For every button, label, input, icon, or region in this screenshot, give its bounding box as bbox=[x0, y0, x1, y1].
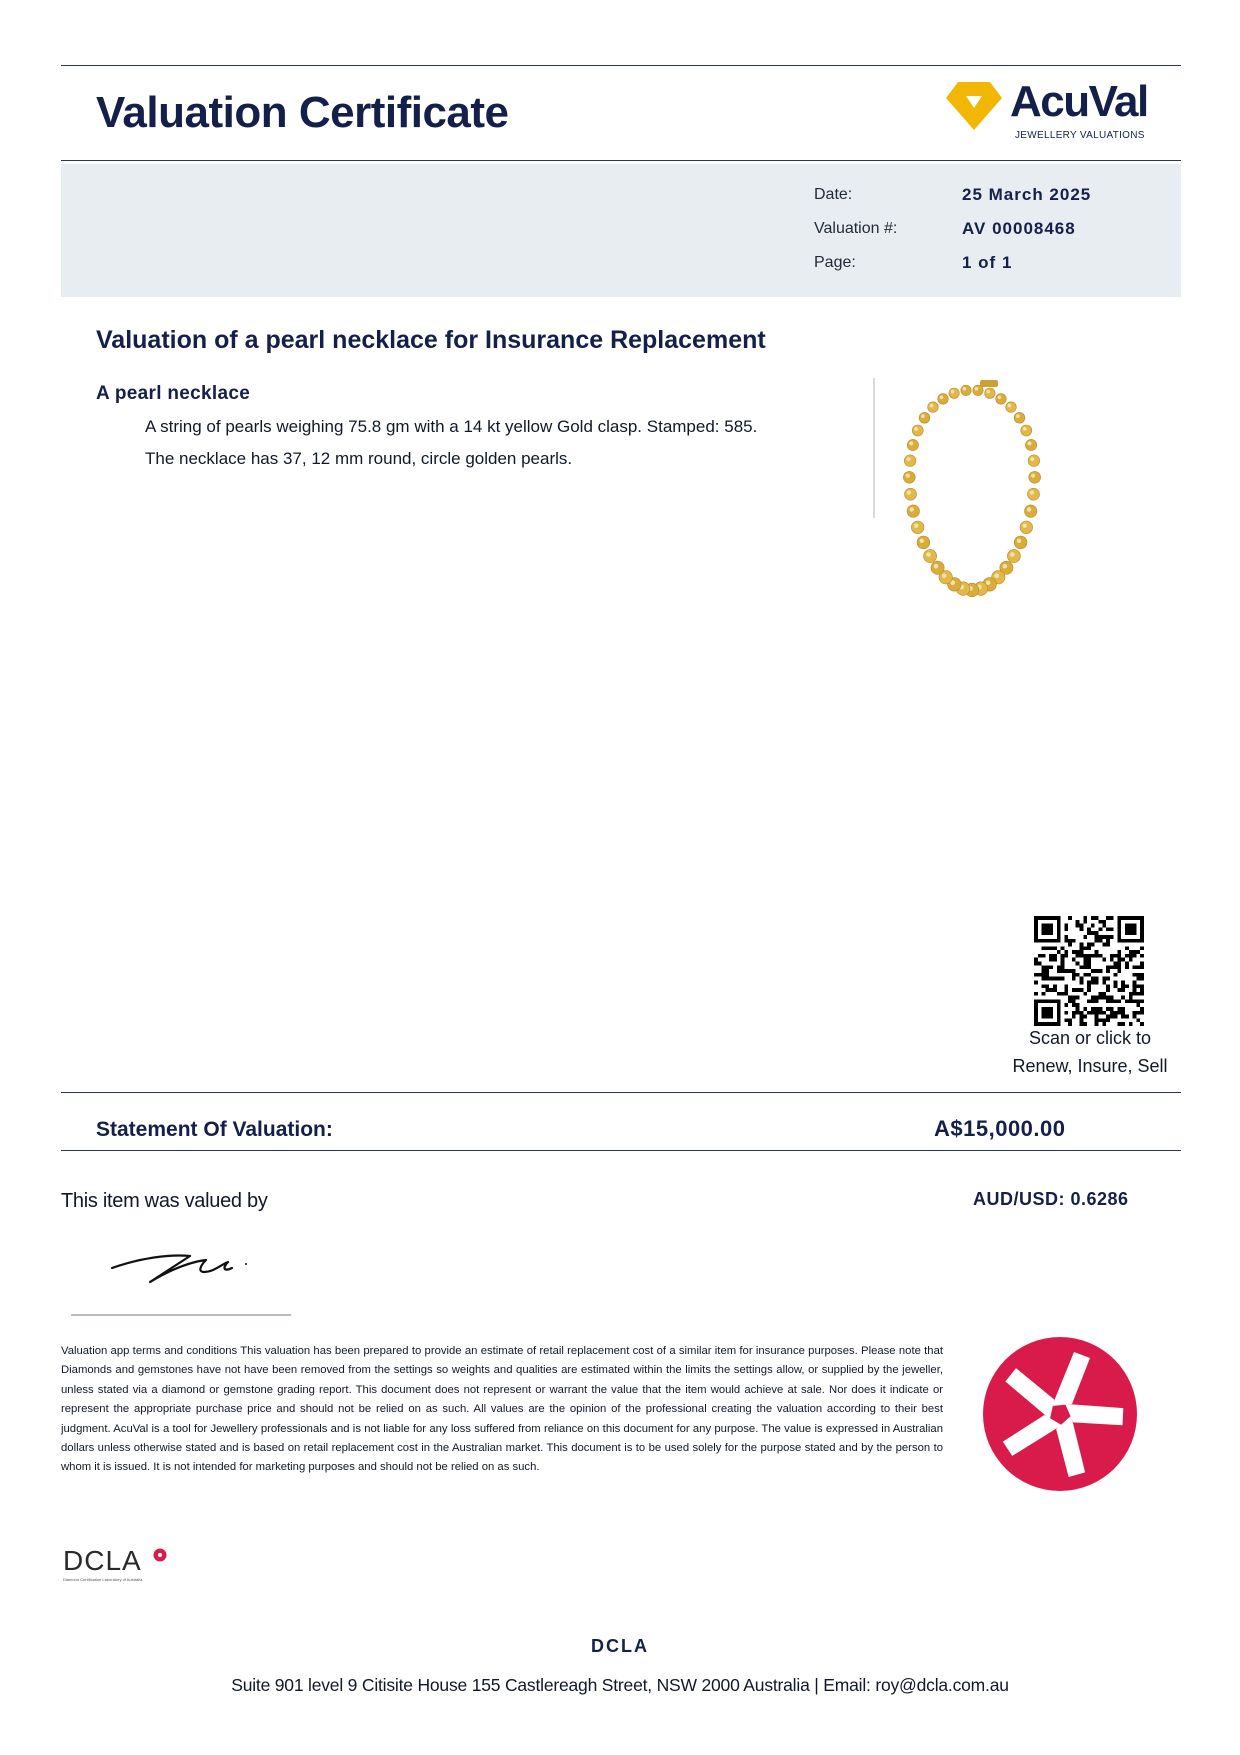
pearl bbox=[907, 439, 918, 450]
pearl bbox=[1028, 455, 1040, 467]
pearl-highlight bbox=[1010, 552, 1015, 557]
signature-icon bbox=[110, 1248, 260, 1288]
pearl-highlight bbox=[1030, 491, 1034, 495]
dcla-logo-text: DCLA bbox=[63, 1545, 142, 1576]
pearl-highlight bbox=[1003, 564, 1008, 569]
pearl-highlight bbox=[920, 539, 924, 543]
valuation-number-label: Valuation #: bbox=[814, 220, 898, 237]
terms-and-conditions: Valuation app terms and conditions This valuation has been prepared to provide an estimate of retail replacement cost of a similar item for insurance purposes. Please note that Diamonds and gemstones have not have been removed from the settings so weights and qualities are estimated within the limits the settings allow, or supplied by the jeweller, unless stated via a diamond or gemstone grading report. This document does not represent or warrant the value that the item would achieve at sale. Nor does it indicate or represent the appropriate purchase price and should not be relied on as such. All values are the opinion of the professional creating the valuation according to their best judgment. AcuVal is a tool for Jewellery professionals and is not liable for any loss suffered from reliance on this document for any purpose. The value is expressed in Australian dollars unless otherwise stated and is based on retail replacement cost in the Australian market. This document is to be used solely for the purpose stated and by the person to whom it is issued. It is not intended for marketing purposes and should not be relied on as such. bbox=[61, 1345, 943, 1474]
statement-of-valuation-label: Statement Of Valuation: bbox=[96, 1118, 333, 1141]
pearl bbox=[928, 402, 939, 413]
dcla-logo-star-icon bbox=[153, 1548, 167, 1562]
pearl bbox=[919, 412, 930, 423]
dcla-logo bbox=[61, 1546, 181, 1582]
date-label: Date: bbox=[814, 186, 853, 203]
pearl-highlight bbox=[1023, 427, 1027, 431]
pearl bbox=[1006, 402, 1017, 413]
pearl-highlight bbox=[926, 552, 931, 557]
qr-caption-line1[interactable]: Scan or click to bbox=[1028, 1028, 1152, 1048]
top-divider bbox=[61, 65, 1181, 66]
pearl bbox=[938, 394, 949, 405]
valuation-heading: Valuation of a pearl necklace for Insurance Replacement bbox=[96, 326, 766, 354]
acuval-logo bbox=[944, 78, 1160, 144]
pearl bbox=[961, 385, 971, 395]
pearl bbox=[1025, 505, 1037, 517]
item-title: A pearl necklace bbox=[96, 383, 251, 404]
pearl bbox=[905, 488, 917, 500]
pearl-highlight bbox=[907, 457, 911, 461]
pearl-highlight bbox=[940, 396, 944, 400]
pearl bbox=[1026, 439, 1037, 450]
pearl bbox=[912, 425, 923, 436]
valuation-number-value: AV 00008468 bbox=[962, 219, 1076, 238]
page-value: 1 of 1 bbox=[962, 253, 1013, 272]
description-line: A string of pearls weighing 75.8 gm with a 14 kt yellow Gold clasp. Stamped: 585. bbox=[145, 417, 758, 436]
statement-of-valuation-value: A$15,000.00 bbox=[934, 1116, 1066, 1141]
pearl-highlight bbox=[1023, 524, 1027, 528]
pearl bbox=[985, 388, 995, 398]
page-label: Page: bbox=[814, 254, 856, 271]
footer-address[interactable]: Suite 901 level 9 Citisite House 155 Castlereagh Street, NSW 2000 Australia | Email: roy@dcla.com.au bbox=[231, 1675, 1009, 1695]
description-line: The necklace has 37, 12 mm round, circle golden pearls. bbox=[145, 449, 573, 468]
pearl bbox=[903, 471, 915, 483]
pearl bbox=[911, 521, 924, 534]
pearl-necklace-photo bbox=[872, 378, 1072, 608]
pearl bbox=[904, 455, 916, 467]
pearl bbox=[949, 388, 959, 398]
pearl-necklace-icon bbox=[872, 378, 1072, 608]
qr-caption-line2[interactable]: Renew, Insure, Sell bbox=[1012, 1056, 1168, 1076]
valuation-top-divider bbox=[61, 1092, 1181, 1093]
pearl-highlight bbox=[934, 564, 939, 569]
pearl-highlight bbox=[914, 524, 918, 528]
pearl bbox=[1029, 471, 1041, 483]
page-title: Valuation Certificate bbox=[96, 88, 509, 137]
pearl-highlight bbox=[1028, 441, 1032, 445]
pearl bbox=[1014, 536, 1027, 549]
pearl bbox=[907, 505, 919, 517]
pearl-highlight bbox=[906, 474, 910, 478]
date-value: 25 March 2025 bbox=[962, 185, 1092, 204]
pearl-highlight bbox=[1008, 404, 1012, 408]
pearl-highlight bbox=[907, 491, 911, 495]
pearl-highlight bbox=[987, 390, 991, 394]
pearl bbox=[917, 536, 930, 549]
pearl-highlight bbox=[909, 441, 913, 445]
qr-code-icon[interactable] bbox=[1034, 916, 1144, 1026]
valuation-bottom-divider bbox=[61, 1150, 1181, 1151]
pearl-highlight bbox=[1030, 457, 1034, 461]
pearl-highlight bbox=[921, 414, 925, 418]
pearl-highlight bbox=[975, 387, 979, 391]
pearl-highlight bbox=[1017, 539, 1021, 543]
pearl-highlight bbox=[998, 396, 1002, 400]
pearl-highlight bbox=[910, 507, 914, 511]
pearl-highlight bbox=[1016, 414, 1020, 418]
pearl bbox=[1020, 521, 1033, 534]
pearl bbox=[1021, 425, 1032, 436]
pearl bbox=[1028, 488, 1040, 500]
pearl bbox=[996, 394, 1007, 405]
pearl-highlight bbox=[963, 387, 967, 391]
acuval-tagline: JEWELLERY VALUATIONS bbox=[1015, 130, 1145, 141]
pearl-highlight bbox=[994, 573, 999, 578]
header-divider bbox=[61, 160, 1181, 161]
pearl-highlight bbox=[914, 427, 918, 431]
acuval-wordmark: AcuVal bbox=[1010, 77, 1148, 126]
pearl-highlight bbox=[1031, 474, 1035, 478]
fx-rate: AUD/USD: 0.6286 bbox=[973, 1189, 1129, 1209]
dcla-logo-subtext: Diamond Certification Laboratory of Australia bbox=[63, 1577, 143, 1582]
pearl-highlight bbox=[930, 404, 934, 408]
dcla-emblem bbox=[982, 1336, 1138, 1492]
pearl-highlight bbox=[942, 573, 947, 578]
clasp-icon bbox=[980, 380, 998, 387]
pearl bbox=[1014, 412, 1025, 423]
valued-by-label: This item was valued by bbox=[61, 1190, 268, 1212]
pearl-highlight bbox=[1027, 507, 1031, 511]
signature-line bbox=[71, 1314, 291, 1316]
footer-company: DCLA bbox=[591, 1636, 649, 1656]
pearl-highlight bbox=[951, 390, 955, 394]
acuval-gem-icon bbox=[944, 80, 1004, 132]
valuer-signature bbox=[110, 1248, 260, 1288]
dcla-star-icon bbox=[982, 1336, 1138, 1492]
